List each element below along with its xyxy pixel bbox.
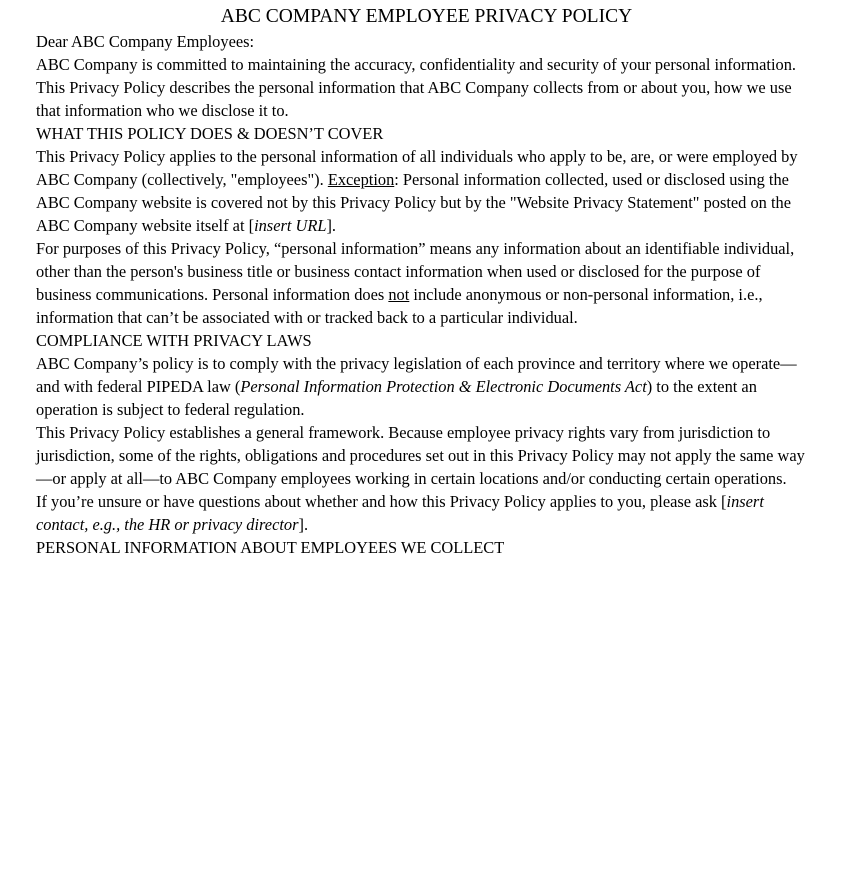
scope-applies-paragraph: This Privacy Policy applies to the personal information of all individuals who apply to be, are, or were employed by ABC Company (collectively, "employees"). Exception: Personal information collected, used or disclosed using the ABC Company website is covered not by this Privacy Policy but by the "Website Privacy Statement" posted on the ABC Company website itself at [insert URL]. [36, 147, 798, 235]
section-heading-collection: PERSONAL INFORMATION ABOUT EMPLOYEES WE COLLECT [36, 538, 505, 557]
section-heading-scope: WHAT THIS POLICY DOES & DOESN’T COVER [36, 124, 384, 143]
questions-contact-paragraph: If you’re unsure or have questions about whether and how this Privacy Policy applies to you, please ask [insert contact, e.g., the HR or privacy director]. [36, 492, 764, 534]
compliance-policy-paragraph: ABC Company’s policy is to comply with the privacy legislation of each province and territory where we operate—and with federal PIPEDA law (Personal Information Protection & Electronic Documents Act) to the extent an operation is subject to federal regulation. [36, 354, 797, 419]
intro-paragraph: ABC Company is committed to maintaining the accuracy, confidentiality and security of your personal information. This Privacy Policy describes the personal information that ABC Company collects from or about you, how we use that information who we disclose it to. [36, 55, 797, 120]
document-title: ABC COMPANY EMPLOYEE PRIVACY POLICY [220, 6, 633, 27]
section-heading-compliance: COMPLIANCE WITH PRIVACY LAWS [36, 331, 312, 350]
personal-information-definition-paragraph: For purposes of this Privacy Policy, “personal information” means any information about an identifiable individual, other than the person's business title or business contact information when used or disclosed for the purpose of business communications. Personal information does not include anonymous or non-personal information, i.e., information that can’t be associated with or tracked back to a particular individual. [36, 239, 795, 327]
salutation: Dear ABC Company Employees: [36, 32, 255, 51]
framework-paragraph: This Privacy Policy establishes a general framework. Because employee privacy rights vary from jurisdiction to jurisdiction, some of the rights, obligations and procedures set out in this Privacy Policy may not apply the same way—or apply at all—to ABC Company employees working in certain locations and/or conducting certain operations. [36, 423, 805, 488]
